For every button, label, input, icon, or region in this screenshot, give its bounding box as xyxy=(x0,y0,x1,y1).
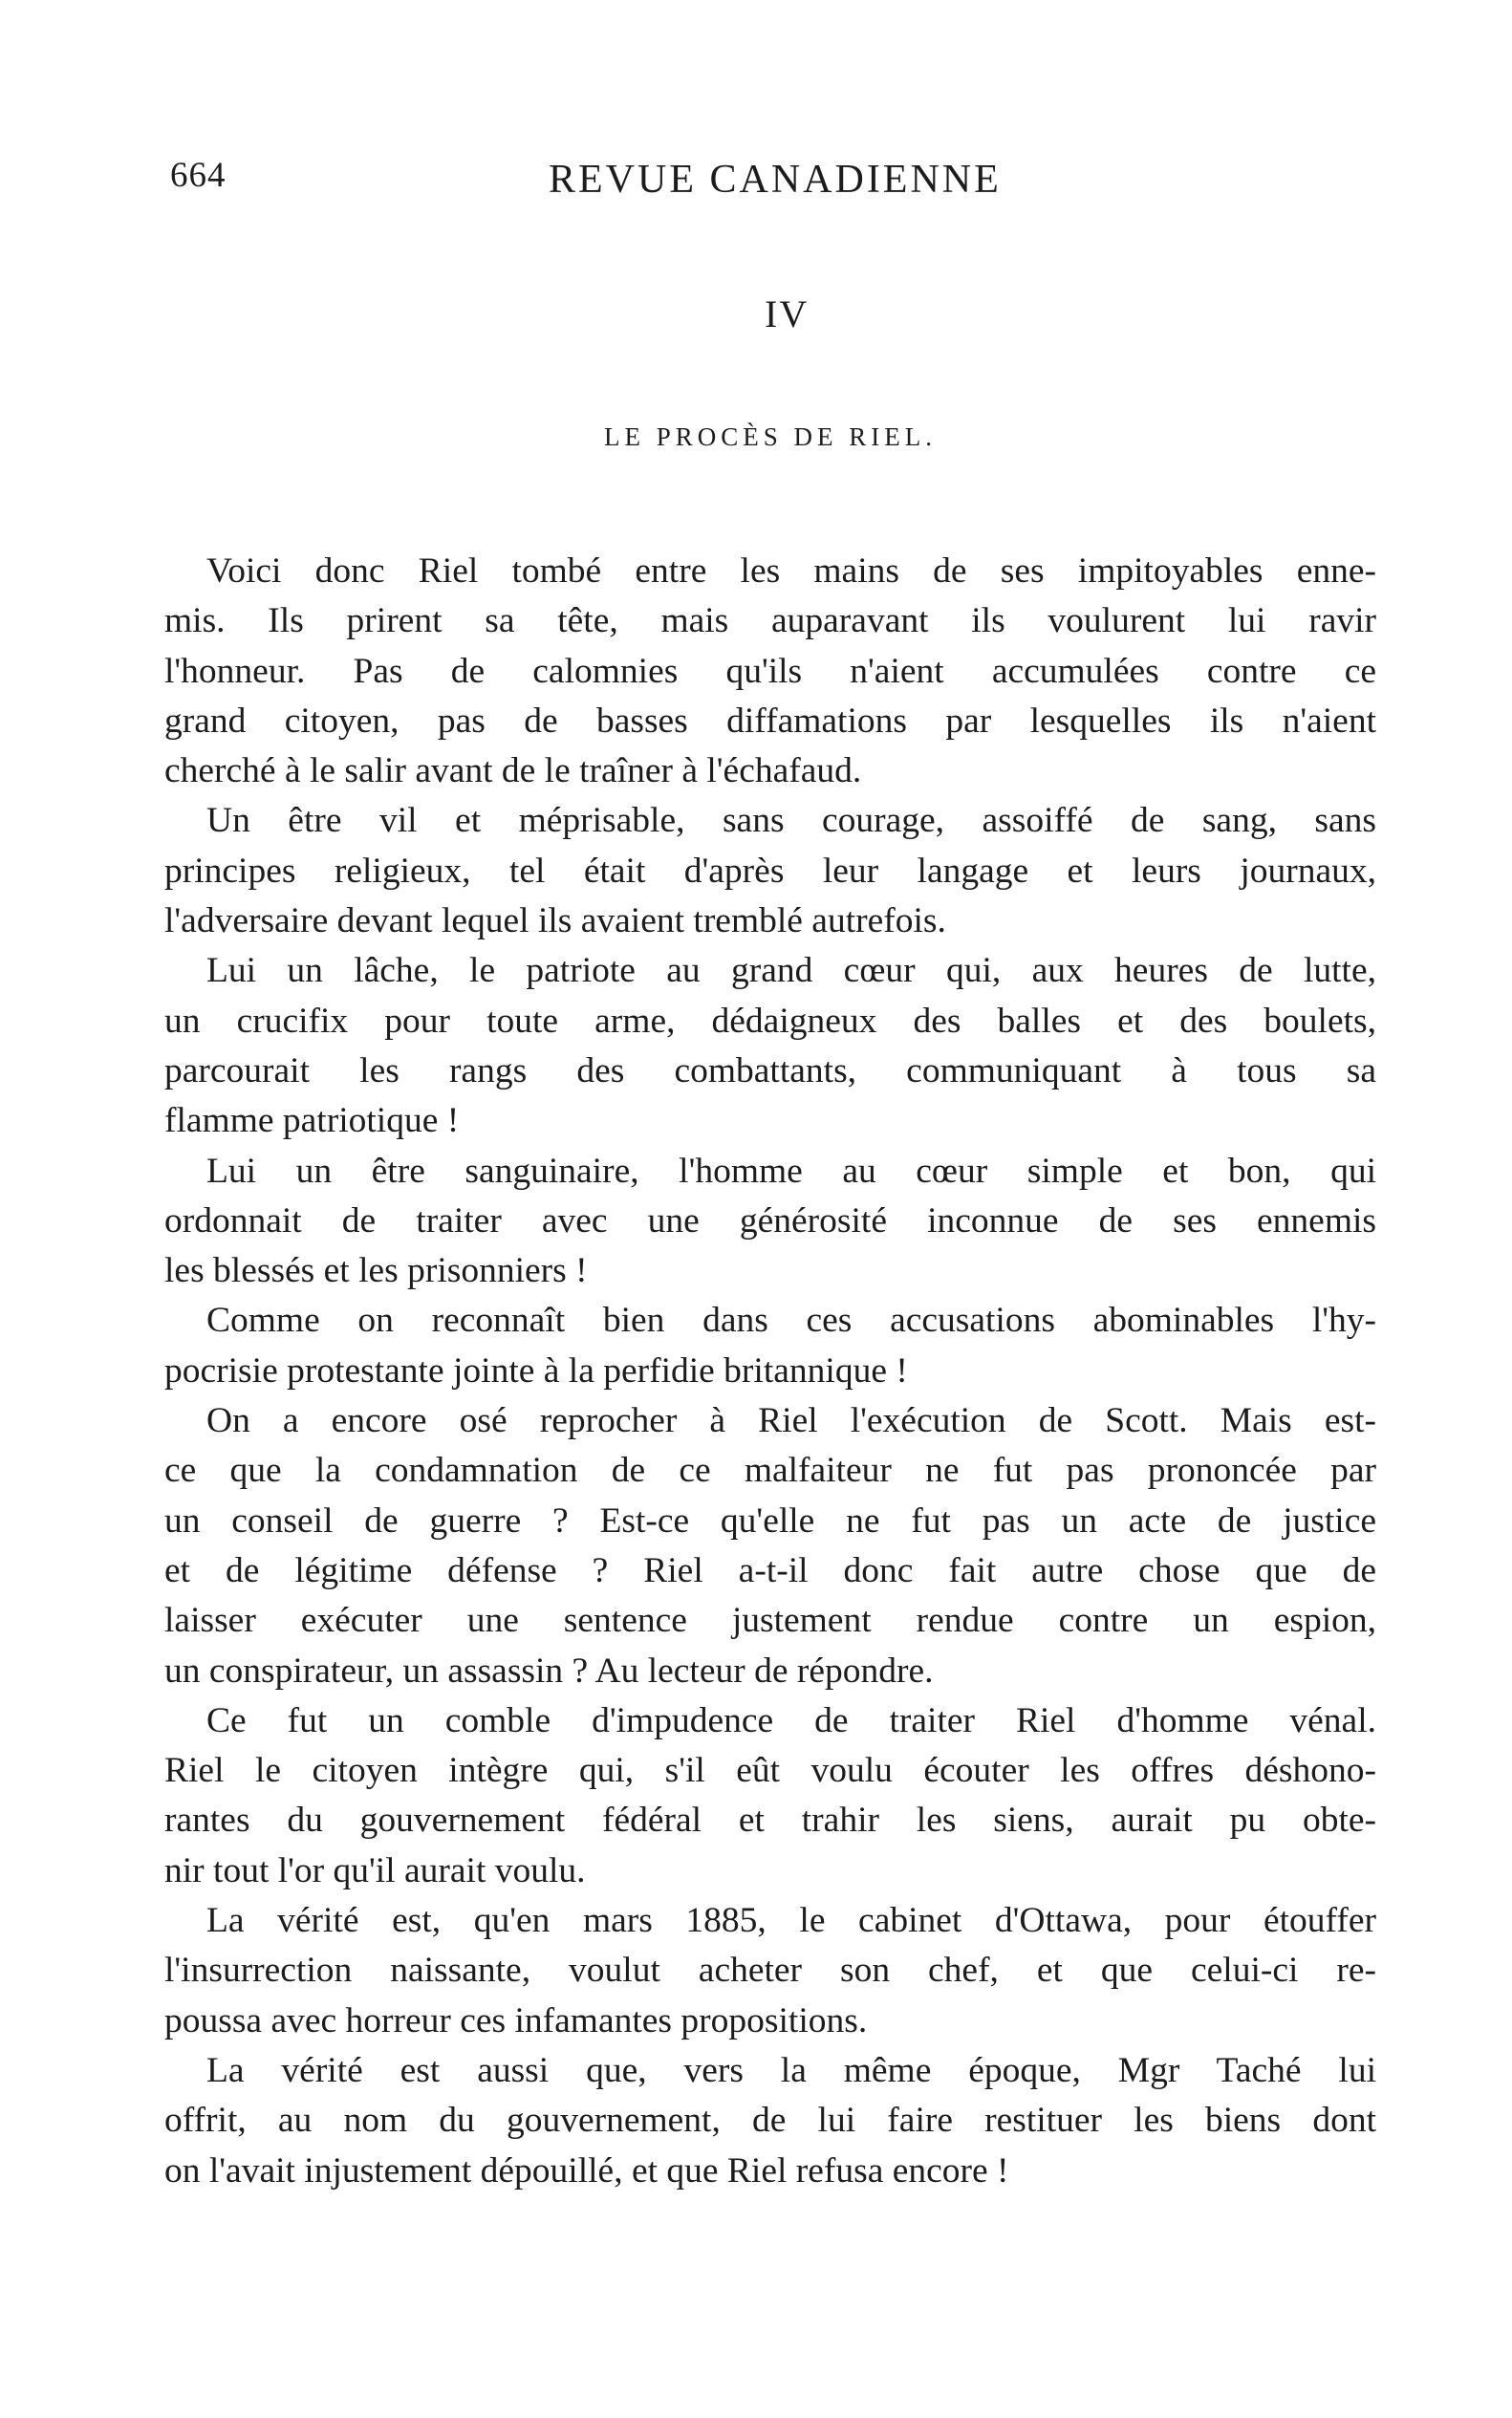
paragraph xyxy=(164,1896,1376,2046)
paragraph xyxy=(164,2046,1376,2196)
text-line: et de légitime défense ? Riel a-t-il donc fait autre chose que de xyxy=(164,1550,1376,1590)
paragraph xyxy=(164,547,1376,796)
text-line: rantes du gouvernement fédéral et trahir les siens, aurait pu obte- xyxy=(164,1801,1376,1841)
text-line: La vérité est, qu'en mars 1885, le cabinet d'Ottawa, pour étouffer xyxy=(206,1901,1376,1941)
text-line: nir tout l'or qu'il aurait voulu. xyxy=(164,1850,586,1890)
text-line: l'insurrection naissante, voulut acheter son chef, et que celui-ci re- xyxy=(164,1951,1376,1991)
text-line: parcourait les rangs des combattants, communiquant à tous sa xyxy=(164,1050,1376,1090)
running-title: REVUE CANADIENNE xyxy=(549,158,1002,202)
paragraph xyxy=(164,1147,1376,1297)
text-line: On a encore osé reprocher à Riel l'exécution de Scott. Mais est- xyxy=(206,1401,1376,1441)
text-line: l'honneur. Pas de calomnies qu'ils n'aient accumulées contre ce xyxy=(164,651,1376,691)
text-line: Voici donc Riel tombé entre les mains de ses impitoyables enne- xyxy=(206,551,1376,591)
paragraph xyxy=(164,1296,1376,1396)
section-title: LE PROCÈS DE RIEL. xyxy=(604,422,938,451)
text-line: pocrisie protestante jointe à la perfidie britannique ! xyxy=(164,1350,908,1391)
text-line: Riel le citoyen intègre qui, s'il eût voulu écouter les offres déshono- xyxy=(164,1751,1376,1791)
paragraph xyxy=(164,946,1376,1146)
text-line: les blessés et les prisonniers ! xyxy=(164,1251,588,1291)
text-line: Ce fut un comble d'impudence de traiter Riel d'homme vénal. xyxy=(206,1700,1376,1740)
page-number: 664 xyxy=(170,156,227,195)
text-line: poussa avec horreur ces infamantes propositions. xyxy=(164,2000,868,2040)
text-line: un conspirateur, un assassin ? Au lecteur de répondre. xyxy=(164,1651,934,1691)
text-line: Lui un lâche, le patriote au grand cœur qui, aux heures de lutte, xyxy=(206,951,1376,991)
text-line: flamme patriotique ! xyxy=(164,1101,460,1141)
text-line: un crucifix pour toute arme, dédaigneux des balles et des boulets, xyxy=(164,1001,1376,1041)
text-line: cherché à le salir avant de le traîner à l'échafaud. xyxy=(164,751,862,791)
text-line: mis. Ils prirent sa tête, mais auparavant ils voulurent lui ravir xyxy=(164,601,1376,641)
text-line: on l'avait injustement dépouillé, et que Riel refusa encore ! xyxy=(164,2150,1009,2191)
text-line: ce que la condamnation de ce malfaiteur ne fut pas prononcée par xyxy=(164,1451,1376,1491)
text-line: grand citoyen, pas de basses diffamations par lesquelles ils n'aient xyxy=(164,701,1376,741)
text-line: un conseil de guerre ? Est-ce qu'elle ne fut pas un acte de justice xyxy=(164,1500,1376,1541)
paragraph xyxy=(164,796,1376,946)
paragraph xyxy=(164,1396,1376,1696)
paragraph xyxy=(164,1696,1376,1896)
text-line: Comme on reconnaît bien dans ces accusations abominables l'hy- xyxy=(206,1301,1376,1341)
text-line: offrit, au nom du gouvernement, de lui faire restituer les biens dont xyxy=(164,2101,1376,2141)
text-line: l'adversaire devant lequel ils avaient tremblé autrefois. xyxy=(164,901,946,941)
text-line: principes religieux, tel était d'après leur langage et leurs journaux, xyxy=(164,851,1376,891)
body-text xyxy=(164,547,1376,2196)
text-line: ordonnait de traiter avec une générosité inconnue de ses ennemis xyxy=(164,1200,1376,1241)
text-line: Lui un être sanguinaire, l'homme au cœur simple et bon, qui xyxy=(206,1151,1376,1191)
text-line: La vérité est aussi que, vers la même époque, Mgr Taché lui xyxy=(206,2050,1376,2090)
text-line: laisser exécuter une sentence justement rendue contre un espion, xyxy=(164,1601,1376,1641)
section-numeral: IV xyxy=(765,292,810,335)
text-line: Un être vil et méprisable, sans courage, assoiffé de sang, sans xyxy=(206,801,1376,841)
